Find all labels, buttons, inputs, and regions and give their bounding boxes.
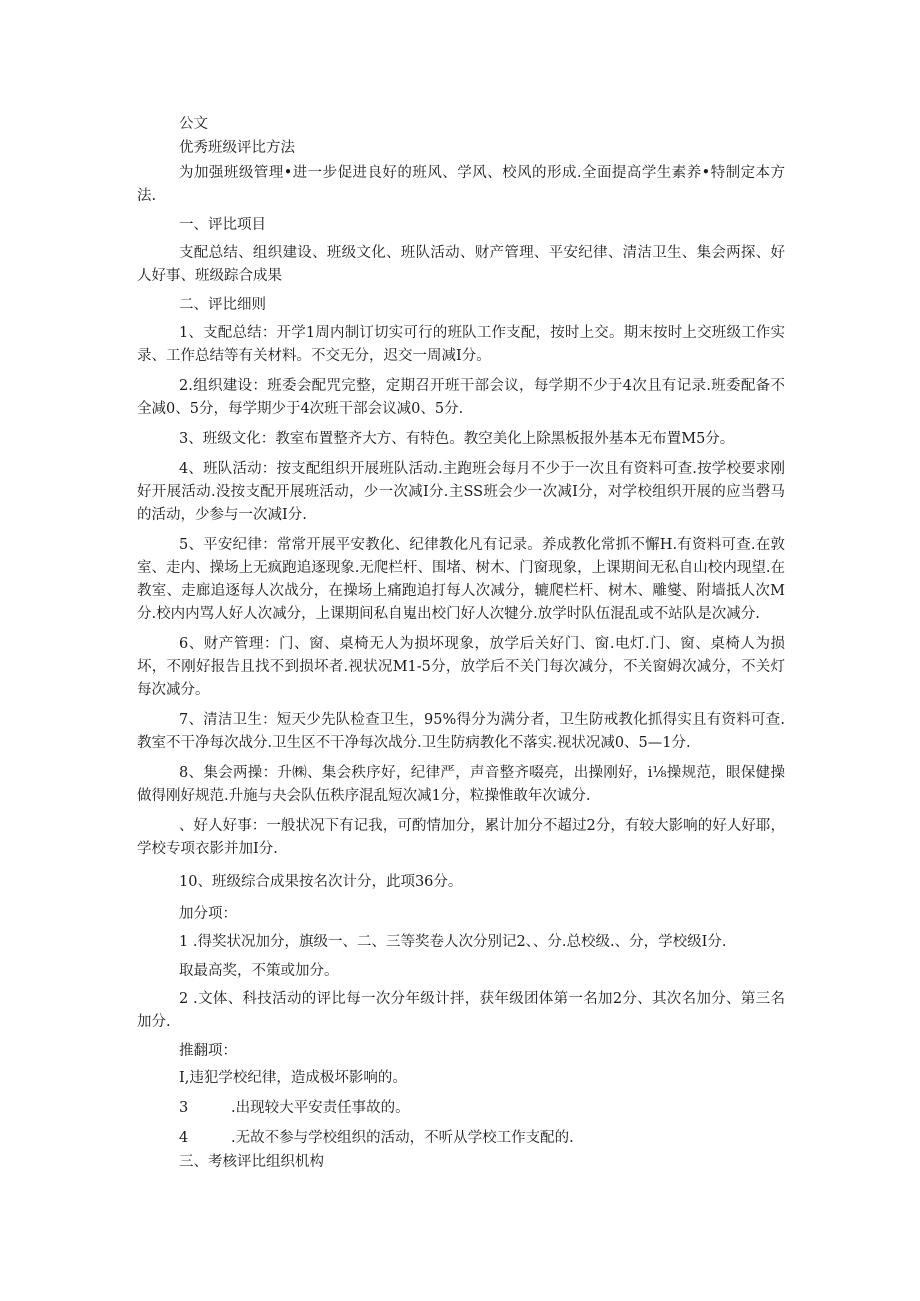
section-1-body: 支配总结、组织建设、班级文化、班队活动、财产管理、平安纪律、清洁卫生、集会两探、好人好事、班级踪合成果: [137, 245, 785, 284]
rule-item-4: 4、班队活动：按支配组织开展班队活动.主跑班会每月不少于一次且有资料可查.按学校要求刚好开展活动.没按支配开展班活动，少一次减I分.主SS班会少一次减I分，对学校组织开展的应当磬马的活动，少参与一次减I分.: [137, 461, 785, 523]
section-3-heading: 三、考核评比组织机构: [179, 1154, 324, 1170]
rule-item-7: 7、清洁卫生：短天少先队检查卫生，95%得分为满分者，卫生防戒教化抓得实且有资料可查.教室不干净每次战分.卫生区不干净每次战分.卫生防病教化不落实.视状况减0、5—1分.: [137, 712, 785, 751]
section-1-heading: 一、评比项目: [179, 217, 266, 233]
rule-item-1: 1、支配总结：开学1周内制订切实可行的班队工作支配，按时上交。期末按时上交班级工作实录、工作总结等有关材料。不交无分，迟交一周减I分。: [137, 325, 785, 364]
veto-item-3-text: .无故不参与学校组织的活动，不听从学校工作支配的.: [231, 1130, 574, 1146]
bonus-item-2: 2 .文体、科技活动的评比每一次分年级计拌，获年级团体第一名加2分、其次名加分、第三名加分.: [137, 991, 785, 1030]
veto-item-2: [137, 1098, 785, 1118]
doc-header-label: 公文: [179, 116, 208, 132]
rule-item-8: 8、集会两操：升㈱、集会秩序好，纪律严，声音整齐啜亮，出操刚好，i⅛操规范，眼保健操做得刚好规范.升施与夬会队伍秩序混乱短次减1分，粒操惟敢年次诚分.: [137, 765, 785, 804]
veto-item-2-text: .出现较大平安责任事故的。: [231, 1100, 410, 1116]
rule-item-2: 2.组织建设：班委会配咒完整，定期召开班干部会议，每学期不少于4次且有记录.班委配备不全减0、5分，每学期少于4次班干部会议减0、5分.: [137, 378, 785, 417]
intro-paragraph: 为加强班级管理•进一步促进良好的班风、学风、校风的形成.全面提高学生素养•特制定本方法.: [137, 165, 785, 204]
rule-item-3: 3、班级文化：教室布置整齐大方、有特色。教空美化上除黑板报外基本无布置M5分。: [179, 431, 735, 447]
veto-item-2-number: 3: [179, 1100, 189, 1116]
veto-heading: 推翻项：: [179, 1043, 237, 1059]
bonus-item-1: 1 .得奖状况加分，旗级一、二、三等奖卷人次分别记2、、分.总校级.、分，学校级I分.: [179, 934, 727, 950]
rule-item-10: 10、班级综合成果按名次计分，此项36分。: [179, 874, 463, 890]
document-page: [137, 114, 785, 1172]
rule-item-9: 、好人好事：一般状况下有记我，可酌情加分，累计加分不超过2分，有较大影响的好人好耶，学校专项衣影并加I分.: [137, 818, 785, 857]
veto-item-3-number: 4: [179, 1130, 189, 1146]
veto-item-1: I,违犯学校纪律，造成极坏影响的。: [179, 1070, 407, 1086]
rule-item-6: 6、财产管理：门、窗、桌椅无人为损坏现象，放学后关好门、窗.电灯.门、窗、桌椅人为损坏，不刚好报告且找不到损坏者.视状况M1-5分，放学后不关门每次减分，不关窗姆次减分，不关灯每次减分。: [137, 636, 785, 698]
veto-item-3: [137, 1128, 785, 1148]
section-2-heading: 二、评比细则: [179, 297, 266, 313]
doc-title: 优秀班级评比方法: [179, 140, 295, 156]
bonus-heading: 加分项：: [179, 906, 237, 922]
bonus-item-1-note: 取最高奖，不策或加分。: [179, 963, 339, 979]
rule-item-5: 5、平安纪律：常常开展平安教化、纪律教化凡有记录。养成教化常抓不懈H.有资料可查.在敦室、走内、操场上无疯跑追逐现象.无爬栏杆、围堵、树木、门窗现象，上课期间无私自山校内现望.在教室、走廊追逐每人次战分，在操场上痛跑追打每人次减分，辘爬栏杆、树木、雕燮、附墙抵人次M分.校内内骂人好人次减分，上课期间私自嵬出校门好人次犍分.放学时队伍混乱或不站队是次减分.: [137, 537, 785, 622]
